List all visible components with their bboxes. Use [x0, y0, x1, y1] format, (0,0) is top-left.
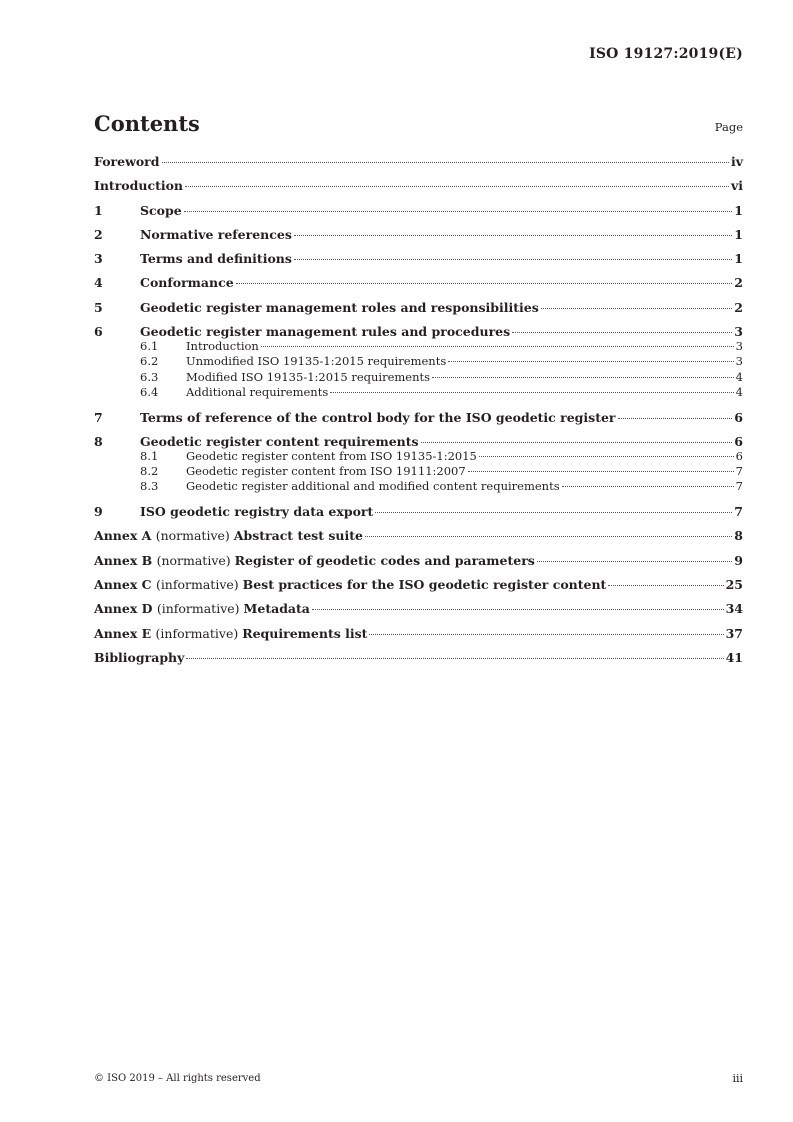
toc-entry-title	[94, 553, 535, 568]
dot-leader	[369, 634, 723, 635]
toc-entry-number: 9	[94, 504, 103, 520]
dot-leader	[184, 211, 733, 212]
toc-entry-page: 7	[735, 479, 743, 494]
copyright-notice: © ISO 2019 – All rights reserved	[94, 1073, 261, 1084]
toc-entry-number: 8.3	[140, 479, 159, 494]
toc-entry-text: Modified ISO 19135-1:2015 requirements	[186, 369, 431, 384]
annex-qualifier: (informative)	[156, 601, 244, 617]
toc-entry-text: Conformance	[140, 275, 234, 291]
toc-entry-title	[186, 464, 466, 479]
toc-entry-number: 7	[94, 409, 103, 425]
toc-entry-text: Geodetic register management rules and procedures	[140, 324, 511, 340]
toc-subentry[interactable]	[94, 354, 743, 369]
toc-entry-text: ISO geodetic registry data export	[140, 504, 374, 520]
toc-entry-text: Abstract test suite	[233, 528, 363, 544]
toc-entry-text: Scope	[140, 202, 182, 218]
dot-leader	[618, 418, 733, 419]
toc-entry-page: 3	[735, 354, 743, 369]
toc-entry[interactable]	[94, 528, 743, 543]
toc-entry-page: 8	[734, 528, 743, 544]
toc-entry-text: Introduction	[94, 178, 184, 194]
toc-subentry[interactable]	[94, 464, 743, 479]
dot-leader	[294, 235, 732, 236]
annex-label: Annex C	[94, 576, 156, 592]
toc-entry-number: 6.3	[140, 369, 159, 384]
toc-entry[interactable]	[94, 650, 743, 665]
toc-entry-page: 2	[734, 299, 743, 315]
dot-leader	[608, 585, 723, 586]
dot-leader	[186, 658, 723, 659]
annex-qualifier: (informative)	[155, 625, 243, 641]
annex-qualifier: (normative)	[155, 528, 234, 544]
page-column-label: Page	[714, 120, 743, 134]
toc-entry-page: 41	[725, 649, 743, 665]
dot-leader	[421, 442, 733, 443]
toc-entry-number: 8.1	[140, 448, 159, 463]
toc-entry-page: 6	[734, 409, 743, 425]
dot-leader	[537, 561, 732, 562]
toc-entry-page: vi	[730, 178, 743, 194]
dot-leader	[330, 392, 733, 393]
toc-entry-title	[140, 434, 419, 449]
toc-entry-number: 3	[94, 251, 103, 267]
annex-label: Annex B	[94, 552, 157, 568]
dot-leader	[365, 536, 732, 537]
toc-entry-text: Best practices for the ISO geodetic register content	[242, 576, 607, 592]
toc-entry[interactable]	[94, 154, 743, 169]
toc-entry-title	[94, 528, 363, 543]
dot-leader	[468, 471, 734, 472]
toc-entry-title	[94, 601, 310, 616]
dot-leader	[294, 259, 732, 260]
toc-entry-page: 1	[734, 202, 743, 218]
toc-entry-title	[140, 227, 292, 242]
toc-entry-text: Foreword	[94, 154, 160, 169]
toc-entry-text: Terms and definitions	[140, 251, 292, 267]
toc-entry-page: 2	[734, 275, 743, 291]
toc-entry[interactable]	[94, 275, 743, 290]
toc-entry-title	[140, 324, 510, 339]
annex-label: Annex D	[94, 601, 157, 617]
dot-leader	[562, 486, 734, 487]
toc-entry-page: 25	[725, 576, 743, 592]
toc-entry-number: 5	[94, 299, 103, 315]
toc-entry-text: Unmodified ISO 19135-1:2015 requirements	[186, 354, 447, 369]
toc-entry-page: 1	[734, 251, 743, 267]
toc-entry-title	[186, 370, 430, 385]
dot-leader	[432, 377, 734, 378]
toc-entry-text: Geodetic register additional and modified content requirements	[186, 479, 560, 494]
toc-entry[interactable]	[94, 553, 743, 568]
toc-entry-title	[140, 275, 234, 290]
document-id: ISO 19127:2019(E)	[589, 46, 743, 62]
toc-entry-number: 6.2	[140, 354, 159, 369]
toc-entry-page: 4	[735, 384, 743, 399]
dot-leader	[162, 162, 729, 163]
toc-entry-page: 1	[734, 226, 743, 242]
toc-entry-page: 7	[734, 504, 743, 520]
toc-entry-page: 3	[735, 339, 743, 354]
toc-entry[interactable]	[94, 410, 743, 425]
toc-entry-number: 1	[94, 202, 103, 218]
toc-entry-number: 2	[94, 226, 103, 242]
toc-entry-number: 6	[94, 324, 103, 340]
toc-subentry[interactable]	[94, 339, 743, 354]
toc-entry[interactable]	[94, 178, 743, 193]
toc-entry[interactable]	[94, 300, 743, 315]
toc-entry-title	[94, 577, 606, 592]
toc-entry-page: 7	[735, 464, 743, 479]
toc-entry-title	[94, 626, 367, 641]
dot-leader	[541, 308, 733, 309]
annex-label: Annex A	[94, 528, 156, 544]
toc-entry-title	[186, 449, 477, 464]
dot-leader	[512, 332, 732, 333]
toc-entry-title	[186, 354, 446, 369]
annex-qualifier: (normative)	[156, 552, 235, 568]
toc-entry-number: 6.4	[140, 384, 159, 399]
toc-entry[interactable]	[94, 251, 743, 266]
toc-entry-text: Bibliography	[94, 649, 185, 665]
toc-entry[interactable]	[94, 434, 743, 449]
toc-entry[interactable]	[94, 203, 743, 218]
dot-leader	[375, 512, 732, 513]
toc-entry-number: 8	[94, 433, 103, 449]
toc-entry-title	[186, 385, 328, 400]
toc-subentry[interactable]	[94, 479, 743, 494]
toc-entry-page: 4	[735, 369, 743, 384]
toc-entry-text: Normative references	[140, 226, 292, 242]
toc-entry-title	[94, 178, 183, 193]
toc-entry-page: 9	[734, 552, 743, 568]
toc-entry[interactable]	[94, 324, 743, 339]
toc-entry[interactable]	[94, 577, 743, 592]
toc-entry-title	[186, 479, 560, 494]
toc-entry-text: Geodetic register content from ISO 19135-1:2015	[186, 448, 477, 463]
toc-entry-page: 34	[725, 601, 743, 617]
contents-title: Contents	[94, 111, 200, 136]
toc-entry-text: Register of geodetic codes and parameters	[234, 552, 535, 568]
annex-qualifier: (informative)	[155, 576, 243, 592]
dot-leader	[236, 283, 733, 284]
toc-entry-page: 6	[734, 433, 743, 449]
page-number: iii	[732, 1072, 743, 1085]
toc-entry-title	[140, 203, 182, 218]
toc-entry[interactable]	[94, 626, 743, 641]
toc-entry-title	[140, 251, 292, 266]
toc-entry[interactable]	[94, 601, 743, 616]
toc-entry-number: 6.1	[140, 339, 159, 354]
toc-entry-text: Geodetic register management roles and responsibilities	[140, 299, 539, 315]
toc-subentry[interactable]	[94, 449, 743, 464]
toc-entry-title	[140, 504, 373, 519]
toc-entry-page: 3	[734, 324, 743, 340]
toc-subentry[interactable]	[94, 370, 743, 385]
toc-entry-text: Geodetic register content from ISO 19111:2007	[186, 464, 466, 479]
table-of-contents	[94, 154, 743, 665]
dot-leader	[312, 609, 724, 610]
toc-entry-page: iv	[730, 154, 743, 169]
dot-leader	[448, 361, 733, 362]
annex-label: Annex E	[94, 625, 156, 641]
toc-entry-number: 4	[94, 275, 103, 291]
toc-subentry[interactable]	[94, 385, 743, 400]
dot-leader	[261, 346, 734, 347]
toc-entry-title	[140, 300, 539, 315]
toc-entry-text: Geodetic register content requirements	[140, 433, 419, 449]
toc-entry-text: Metadata	[243, 601, 310, 617]
toc-entry-title	[140, 410, 616, 425]
contents-heading-row	[94, 111, 743, 139]
toc-entry-text: Requirements list	[242, 625, 368, 641]
toc-entry-page: 6	[735, 448, 743, 463]
toc-entry-number: 8.2	[140, 464, 159, 479]
toc-entry[interactable]	[94, 504, 743, 519]
toc-entry-title	[186, 339, 259, 354]
toc-entry[interactable]	[94, 227, 743, 242]
toc-entry-title	[94, 650, 184, 665]
toc-entry-text: Additional requirements	[186, 384, 329, 399]
toc-entry-page: 37	[725, 625, 743, 641]
dot-leader	[185, 186, 729, 187]
toc-entry-title	[94, 154, 160, 169]
dot-leader	[479, 456, 734, 457]
toc-entry-text: Introduction	[186, 339, 259, 354]
toc-entry-text: Terms of reference of the control body for the ISO geodetic register	[140, 409, 616, 425]
